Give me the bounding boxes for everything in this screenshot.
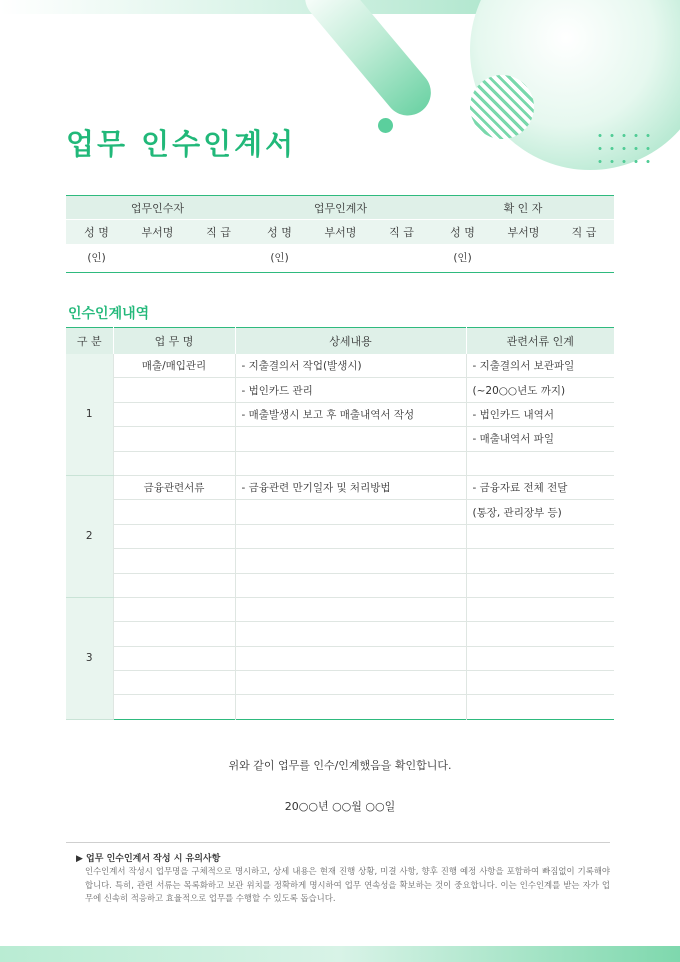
- signature-subheader: 직 급: [188, 220, 249, 244]
- document-cell[interactable]: (통장, 관리장부 등): [466, 500, 614, 524]
- section-title: 인수인계내역: [68, 306, 150, 322]
- table-row: [66, 597, 614, 621]
- note-divider: [66, 842, 610, 843]
- signature-cell[interactable]: [554, 244, 614, 273]
- task-cell[interactable]: [113, 646, 235, 670]
- document-cell[interactable]: [466, 549, 614, 573]
- seal-mark: (인): [270, 252, 289, 265]
- signature-cell[interactable]: [371, 244, 432, 273]
- task-cell[interactable]: [113, 549, 235, 573]
- document-cell[interactable]: [466, 622, 614, 646]
- document-cell[interactable]: - 법인카드 내역서: [466, 402, 614, 426]
- document-cell[interactable]: [466, 671, 614, 695]
- detail-cell[interactable]: - 매출발생시 보고 후 매출내역서 작성: [235, 402, 466, 426]
- note-body: 인수인계서 작성시 업무명을 구체적으로 명시하고, 상세 내용은 현재 진행 상황, 미결 사항, 향후 진행 예정 사항을 포함하여 빠짐없이 기록해야 합니다. 특히, 관련 서류는 목록화하고 보관 위치를 정확하게 명시하여 업무 연속성을 확보하는 것이 중요합니다. 이는 인수인계를 받는 자가 업무에 신속히 적응하고 효율적으로 업무를 수행할 수 있도록 돕습니다.: [85, 866, 610, 904]
- table-row: [66, 475, 614, 499]
- task-cell[interactable]: [113, 378, 235, 402]
- signature-subheader: 부서명: [493, 220, 554, 244]
- table-row: [66, 622, 614, 646]
- signature-subheader: 성 명: [249, 220, 310, 244]
- document-cell[interactable]: [466, 695, 614, 719]
- detail-cell[interactable]: - 지출결의서 작업(발생시): [235, 354, 466, 378]
- column-header-documents: 관련서류 인계: [466, 328, 614, 354]
- detail-cell[interactable]: - 법인카드 관리: [235, 378, 466, 402]
- document-cell[interactable]: [466, 573, 614, 597]
- seal-mark: (인): [453, 252, 472, 265]
- table-row: [66, 646, 614, 670]
- table-row: [66, 573, 614, 597]
- document-cell[interactable]: [466, 524, 614, 548]
- table-row: [66, 549, 614, 573]
- signature-cell[interactable]: [127, 244, 188, 273]
- column-header-category: 구 분: [66, 328, 113, 354]
- task-cell[interactable]: [113, 402, 235, 426]
- task-cell[interactable]: 금융관련서류: [113, 475, 235, 499]
- signature-group-handover: 업무인계자: [249, 196, 432, 220]
- table-row: [66, 378, 614, 402]
- signature-subheader: 부서명: [127, 220, 188, 244]
- table-row: [66, 451, 614, 475]
- detail-cell[interactable]: [235, 671, 466, 695]
- document-cell[interactable]: [466, 597, 614, 621]
- handover-table: [66, 327, 614, 720]
- detail-cell[interactable]: [235, 524, 466, 548]
- task-cell[interactable]: [113, 427, 235, 451]
- category-cell: 2: [66, 475, 113, 597]
- detail-cell[interactable]: [235, 500, 466, 524]
- table-row: [66, 671, 614, 695]
- task-cell[interactable]: [113, 622, 235, 646]
- detail-cell[interactable]: [235, 597, 466, 621]
- seal-mark: (인): [87, 252, 106, 265]
- column-header-task: 업 무 명: [113, 328, 235, 354]
- detail-cell[interactable]: [235, 646, 466, 670]
- document-cell[interactable]: [466, 646, 614, 670]
- table-row: [66, 402, 614, 426]
- task-cell[interactable]: [113, 671, 235, 695]
- detail-cell[interactable]: [235, 573, 466, 597]
- category-cell: 3: [66, 597, 113, 719]
- signature-subheader: 성 명: [432, 220, 493, 244]
- signature-subheader: 직 급: [554, 220, 614, 244]
- signature-cell[interactable]: [188, 244, 249, 273]
- document-cell[interactable]: [466, 451, 614, 475]
- detail-cell[interactable]: [235, 549, 466, 573]
- task-cell[interactable]: [113, 500, 235, 524]
- table-row: [66, 695, 614, 719]
- document-cell[interactable]: - 금융자료 전체 전달: [466, 475, 614, 499]
- column-header-details: 상세내용: [235, 328, 466, 354]
- bottom-gradient-bar: [0, 946, 680, 962]
- task-cell[interactable]: [113, 573, 235, 597]
- document-cell[interactable]: (~20○○년도 까지): [466, 378, 614, 402]
- task-cell[interactable]: [113, 695, 235, 719]
- document-cell[interactable]: - 지출결의서 보관파일: [466, 354, 614, 378]
- signature-cell[interactable]: [493, 244, 554, 273]
- task-cell[interactable]: 매출/매입관리: [113, 354, 235, 378]
- striped-circle-decoration: [470, 75, 534, 139]
- signature-subheader: 직 급: [371, 220, 432, 244]
- table-row: [66, 354, 614, 378]
- task-cell[interactable]: [113, 524, 235, 548]
- date-line: 20○○년 ○○월 ○○일: [284, 800, 396, 813]
- dot-grid-decoration: [594, 129, 654, 163]
- detail-cell[interactable]: [235, 695, 466, 719]
- signature-group-receiver: 업무인수자: [66, 196, 249, 220]
- note-title: ▶ 업무 인수인계서 작성 시 유의사항: [76, 854, 221, 864]
- detail-cell[interactable]: [235, 427, 466, 451]
- document-cell[interactable]: - 매출내역서 파일: [466, 427, 614, 451]
- detail-cell[interactable]: - 금융관련 만기일자 및 처리방법: [235, 475, 466, 499]
- category-cell: 1: [66, 354, 113, 476]
- decorative-pill: [296, 0, 441, 125]
- document-title: 업무 인수인계서: [66, 127, 297, 161]
- signature-subheader: 성 명: [66, 220, 127, 244]
- table-row: [66, 524, 614, 548]
- signature-cell[interactable]: [310, 244, 371, 273]
- task-cell[interactable]: [113, 597, 235, 621]
- detail-cell[interactable]: [235, 622, 466, 646]
- task-cell[interactable]: [113, 451, 235, 475]
- table-row: [66, 427, 614, 451]
- confirmation-text: 위와 같이 업무를 인수/인계했음을 확인합니다.: [228, 759, 452, 772]
- signature-subheader: 부서명: [310, 220, 371, 244]
- decorative-dot: [378, 118, 393, 133]
- signature-group-confirmer: 확 인 자: [432, 196, 614, 220]
- detail-cell[interactable]: [235, 451, 466, 475]
- signature-table: [66, 195, 614, 273]
- table-row: [66, 500, 614, 524]
